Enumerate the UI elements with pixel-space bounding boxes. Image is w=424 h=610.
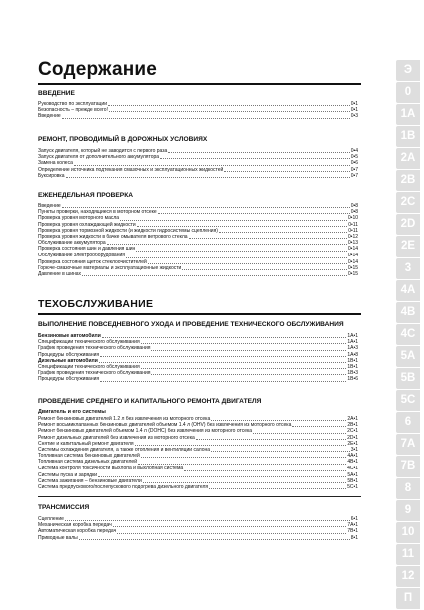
chapter-tab[interactable]: Э	[396, 60, 420, 81]
toc-entry-title: Система зажигания – бензиновые двигатели	[38, 477, 142, 484]
toc-entry-page: 5В•1	[347, 477, 358, 484]
dot-leader	[113, 526, 347, 527]
chapter-tab[interactable]: 5С	[396, 390, 420, 411]
toc-entry-page: 0•10	[347, 215, 358, 222]
dot-leader	[211, 420, 346, 421]
toc-entry	[38, 113, 358, 119]
toc-entry-title: Обслуживание электрооборудования	[38, 252, 125, 259]
dot-leader	[82, 275, 347, 276]
chapter-tab[interactable]: П	[396, 588, 420, 609]
toc-list-weekly	[38, 203, 358, 277]
section-heading-engine: ПРОВЕДЕНИЕ СРЕДНЕГО И КАПИТАЛЬНОГО РЕМОНТА ДВИГАТЕЛЯ	[38, 398, 262, 405]
toc-entry-page: 1В•3	[347, 370, 358, 377]
chapter-tab[interactable]: 10	[396, 522, 420, 543]
toc-entry-page: 1А•3	[347, 345, 358, 352]
toc-entry-title: Системы охлаждения двигателя, а также отопления и вентиляции салона	[38, 446, 211, 453]
dot-leader	[292, 426, 346, 427]
toc-entry-page: 3•1	[350, 446, 358, 453]
section-divider	[38, 496, 361, 497]
part-rule	[38, 313, 361, 315]
toc-entry-page: 0•1	[350, 107, 358, 114]
toc-entry-page: 4В•1	[347, 459, 358, 466]
chapter-tab[interactable]: 1В	[396, 126, 420, 147]
dot-leader	[65, 520, 350, 521]
dot-leader	[141, 368, 347, 369]
section-heading-weekly: ЕЖЕНЕДЕЛЬНАЯ ПРОВЕРКА	[38, 192, 133, 199]
dot-leader	[98, 476, 346, 477]
toc-entry-page: 2Е•1	[347, 440, 358, 447]
dot-leader	[138, 464, 346, 465]
toc-entry-title: Ремонт восьмиклапанных бензиновых двигателей объемом 1.4 л (OHV) без извлечения из моторного отсека	[38, 422, 292, 429]
toc-entry-page: 5А•1	[347, 471, 358, 478]
toc-entry-title: Ремонт бензиновых двигателей объемом 1.4 л (DOHC) без извлечения из моторного отсека	[38, 428, 253, 435]
toc-list-intro	[38, 101, 358, 120]
dot-leader	[120, 220, 347, 221]
toc-entry-title: Снятие и капитальный ремонт двигателя	[38, 440, 134, 447]
toc-entry-page: 0•7	[350, 172, 358, 179]
subsection-heading-engine: Двигатель и его системы	[38, 409, 106, 415]
toc-entry-title: Система контроля токсичности выхлопа и выхлопная система	[38, 465, 184, 472]
toc-entry-title: Безопасность – прежде всего!	[38, 107, 108, 114]
toc-entry-page: 4А•1	[347, 453, 358, 460]
toc-entry-page: 0•8	[350, 203, 358, 209]
dot-leader	[74, 165, 350, 166]
toc-entry-page: 6•1	[350, 516, 358, 522]
chapter-tab-strip	[396, 60, 420, 610]
toc-entry-page: 8•1	[350, 534, 358, 541]
toc-entry-title: Руководство по эксплуатации	[38, 101, 107, 107]
chapter-tab[interactable]: 9	[396, 500, 420, 521]
dot-leader	[158, 213, 350, 214]
toc-entry-title: Введение	[38, 203, 61, 209]
toc-entry-page: 0•6	[350, 160, 358, 167]
toc-entry-page: 0•12	[347, 233, 358, 240]
toc-entry-page: 5С•1	[347, 484, 358, 491]
dot-leader	[189, 238, 347, 239]
chapter-tab[interactable]: 2Е	[396, 236, 420, 257]
toc-entry-page: 4С•1	[347, 465, 358, 472]
toc-entry-title: Обслуживание аккумулятора	[38, 240, 106, 247]
toc-entry-page: 0•1	[350, 101, 358, 107]
dot-leader	[62, 118, 350, 119]
chapter-tab[interactable]: 2В	[396, 170, 420, 191]
toc-entry-title: Бензиновые автомобили	[38, 333, 101, 339]
chapter-tab[interactable]: 1А	[396, 104, 420, 125]
toc-entry	[38, 271, 358, 277]
toc-entry-page: 0•5	[350, 154, 358, 161]
dot-leader	[151, 350, 346, 351]
section-heading-intro: ВВЕДЕНИЕ	[38, 90, 75, 97]
dot-leader	[117, 533, 346, 534]
toc-entry-title: Запуск двигателя, который не заводится с первого раза	[38, 148, 168, 154]
toc-entry-page: 0•11	[348, 221, 358, 228]
toc-entry-title: Проверка уровня жидкости в бачке омывателя ветрового стекла	[38, 233, 188, 240]
dot-leader	[62, 207, 350, 208]
toc-entry-page: 0•7	[350, 166, 358, 173]
dot-leader	[141, 457, 347, 458]
dot-leader	[196, 439, 346, 440]
toc-entry-page: 0•11	[348, 227, 358, 234]
toc-entry-page: 7В•1	[347, 528, 358, 535]
toc-entry-page: 1В•6	[347, 376, 358, 383]
toc-entry-page: 1А•1	[347, 339, 358, 346]
dot-leader	[184, 470, 346, 471]
toc-entry-title: Спецификации технического обслуживания	[38, 339, 140, 346]
toc-entry-title: График проведения технического обслуживания	[38, 345, 151, 352]
toc-entry-page: 7А•1	[347, 522, 358, 529]
toc-entry-title: Проверка состояния щеток стеклоочистителей	[38, 258, 147, 265]
toc-entry-title: Системы пуска и зарядки	[38, 471, 98, 478]
chapter-tab[interactable]: 2D	[396, 214, 420, 235]
toc-entry-page: 1В•1	[347, 363, 358, 370]
chapter-tab[interactable]: 11	[396, 544, 420, 565]
toc-entry-title: Запуск двигателя от дополнительного аккумулятора	[38, 154, 160, 161]
dot-leader	[100, 356, 346, 357]
dot-leader	[160, 158, 350, 159]
toc-entry-title: Система предпускового/послепускового подогрева дизельного двигателя	[38, 484, 209, 491]
chapter-tab[interactable]: 0	[396, 82, 420, 103]
dot-leader	[66, 177, 350, 178]
toc-list-roadside	[38, 148, 358, 179]
dot-leader	[109, 111, 350, 112]
toc-entry-title: Замена колеса	[38, 160, 73, 167]
toc-entry-page: 0•4	[350, 148, 358, 154]
chapter-tab[interactable]: 5В	[396, 368, 420, 389]
toc-entry-title: Определение источника подтекания смазочных и эксплуатационных жидкостей	[38, 166, 224, 173]
toc-entry-page: 1А•1	[347, 333, 358, 339]
dot-leader	[141, 343, 347, 344]
toc-entry-title: Сцепление	[38, 516, 64, 522]
dot-leader	[143, 482, 347, 483]
toc-entry-title: Приводные валы	[38, 534, 78, 541]
toc-entry-title: Ремонт дизельных двигателей без извлечения из моторного отсека	[38, 434, 195, 441]
dot-leader	[79, 539, 350, 540]
page-title: Содержание	[38, 59, 158, 80]
chapter-tab[interactable]: 3	[396, 258, 420, 279]
toc-entry-title: Автоматическая коробка передач	[38, 528, 117, 535]
toc-entry-page: 2В•1	[347, 422, 358, 429]
toc-entry-page: 1А•8	[347, 351, 358, 358]
toc-entry-title: Проверка уровня тормозной жидкости (и жидкости гидросистемы сцепления)	[38, 227, 218, 234]
title-rule	[38, 83, 361, 85]
dot-leader	[100, 381, 346, 382]
dot-leader	[136, 251, 347, 252]
dot-leader	[168, 152, 349, 153]
toc-entry-title: Топливная система дизельных двигателей	[38, 459, 137, 466]
toc-entry-title: Процедуры обслуживания	[38, 351, 100, 358]
toc-list-transmission	[38, 516, 358, 541]
dot-leader	[102, 337, 347, 338]
dot-leader	[126, 257, 347, 258]
chapter-tab[interactable]: 7В	[396, 456, 420, 477]
chapter-tab[interactable]: 8	[396, 478, 420, 499]
chapter-tab[interactable]: 4В	[396, 302, 420, 323]
chapter-tab[interactable]: 7А	[396, 434, 420, 455]
dot-leader	[137, 226, 348, 227]
dot-leader	[219, 232, 347, 233]
toc-entry-page: 2D•1	[347, 434, 358, 441]
chapter-tab[interactable]: 12	[396, 566, 420, 587]
chapter-tab[interactable]: 5А	[396, 346, 420, 367]
dot-leader	[224, 171, 349, 172]
toc-entry-title: Проверка уровня моторного масла	[38, 215, 120, 222]
toc-entry-page: 0•13	[347, 240, 358, 247]
toc-entry-title: Проверка уровня охлаждающей жидкости	[38, 221, 136, 228]
dot-leader	[107, 244, 347, 245]
toc-entry-title: Буксировка	[38, 172, 65, 179]
toc-entry-title: Спецификации технического обслуживания	[38, 363, 140, 370]
chapter-tab[interactable]: 6	[396, 412, 420, 433]
toc-entry	[38, 535, 358, 541]
chapter-tab[interactable]: 4С	[396, 324, 420, 345]
toc-entry-page: 0•3	[350, 113, 358, 120]
toc-entry-title: Проверка состояния шин и давления шин	[38, 246, 136, 253]
dot-leader	[182, 269, 347, 270]
section-heading-roadside: РЕМОНТ, ПРОВОДИМЫЙ В ДОРОЖНЫХ УСЛОВИЯХ	[38, 136, 208, 143]
toc-entry	[38, 484, 358, 490]
toc-entry-page: 0•15	[347, 271, 358, 278]
toc-entry-title: Давление в шинах	[38, 271, 82, 278]
toc-list-engine	[38, 416, 358, 490]
dot-leader	[209, 488, 346, 489]
toc-entry-page: 1В•1	[347, 357, 358, 364]
toc-entry-page: 2А•1	[347, 416, 358, 422]
toc-entry-title: Введение	[38, 113, 61, 120]
toc-entry-title: Процедуры обслуживания	[38, 376, 100, 383]
toc-entry-page: 0•8	[350, 209, 358, 216]
toc-entry-page: 0•15	[347, 264, 358, 271]
dot-leader	[99, 362, 347, 363]
toc-entry	[38, 173, 358, 179]
toc-entry	[38, 376, 358, 382]
chapter-tab[interactable]: 4А	[396, 280, 420, 301]
toc-entry-title: Горюче-смазочные материалы и эксплуатационные жидкости	[38, 264, 182, 271]
toc-entry-title: Топливная система бензиновых двигателей	[38, 453, 140, 460]
chapter-tab[interactable]: 2С	[396, 192, 420, 213]
dot-leader	[151, 374, 346, 375]
dot-leader	[253, 433, 346, 434]
toc-entry-title: Дизельные автомобили	[38, 357, 98, 364]
toc-entry-title: Пункты проверки, находящиеся в моторном отсеке	[38, 209, 157, 216]
toc-list-maintenance	[38, 333, 358, 383]
chapter-tab[interactable]: 2А	[396, 148, 420, 169]
section-heading-transmission: ТРАНСМИССИЯ	[38, 504, 90, 511]
toc-entry-title: График проведения технического обслуживания	[38, 370, 151, 377]
toc-entry-page: 0•14	[347, 252, 358, 259]
toc-entry-page: 0•14	[347, 258, 358, 265]
dot-leader	[211, 451, 350, 452]
part-title-maintenance: ТЕХОБСЛУЖИВАНИЕ	[38, 298, 154, 310]
dot-leader	[135, 445, 347, 446]
toc-entry-page: 2С•1	[347, 428, 358, 435]
toc-entry-page: 0•14	[347, 246, 358, 253]
dot-leader	[148, 263, 347, 264]
toc-entry-title: Ремонт бензиновых двигателей 1.2 л без извлечения из моторного отсека	[38, 416, 211, 422]
section-heading-maintenance: ВЫПОЛНЕНИЕ ПОВСЕДНЕВНОГО УХОДА И ПРОВЕДЕНИЕ ТЕХНИЧЕСКОГО ОБСЛУЖИВАНИЯ	[38, 321, 344, 328]
dot-leader	[108, 105, 350, 106]
toc-entry-title: Механическая коробка передач	[38, 522, 112, 529]
